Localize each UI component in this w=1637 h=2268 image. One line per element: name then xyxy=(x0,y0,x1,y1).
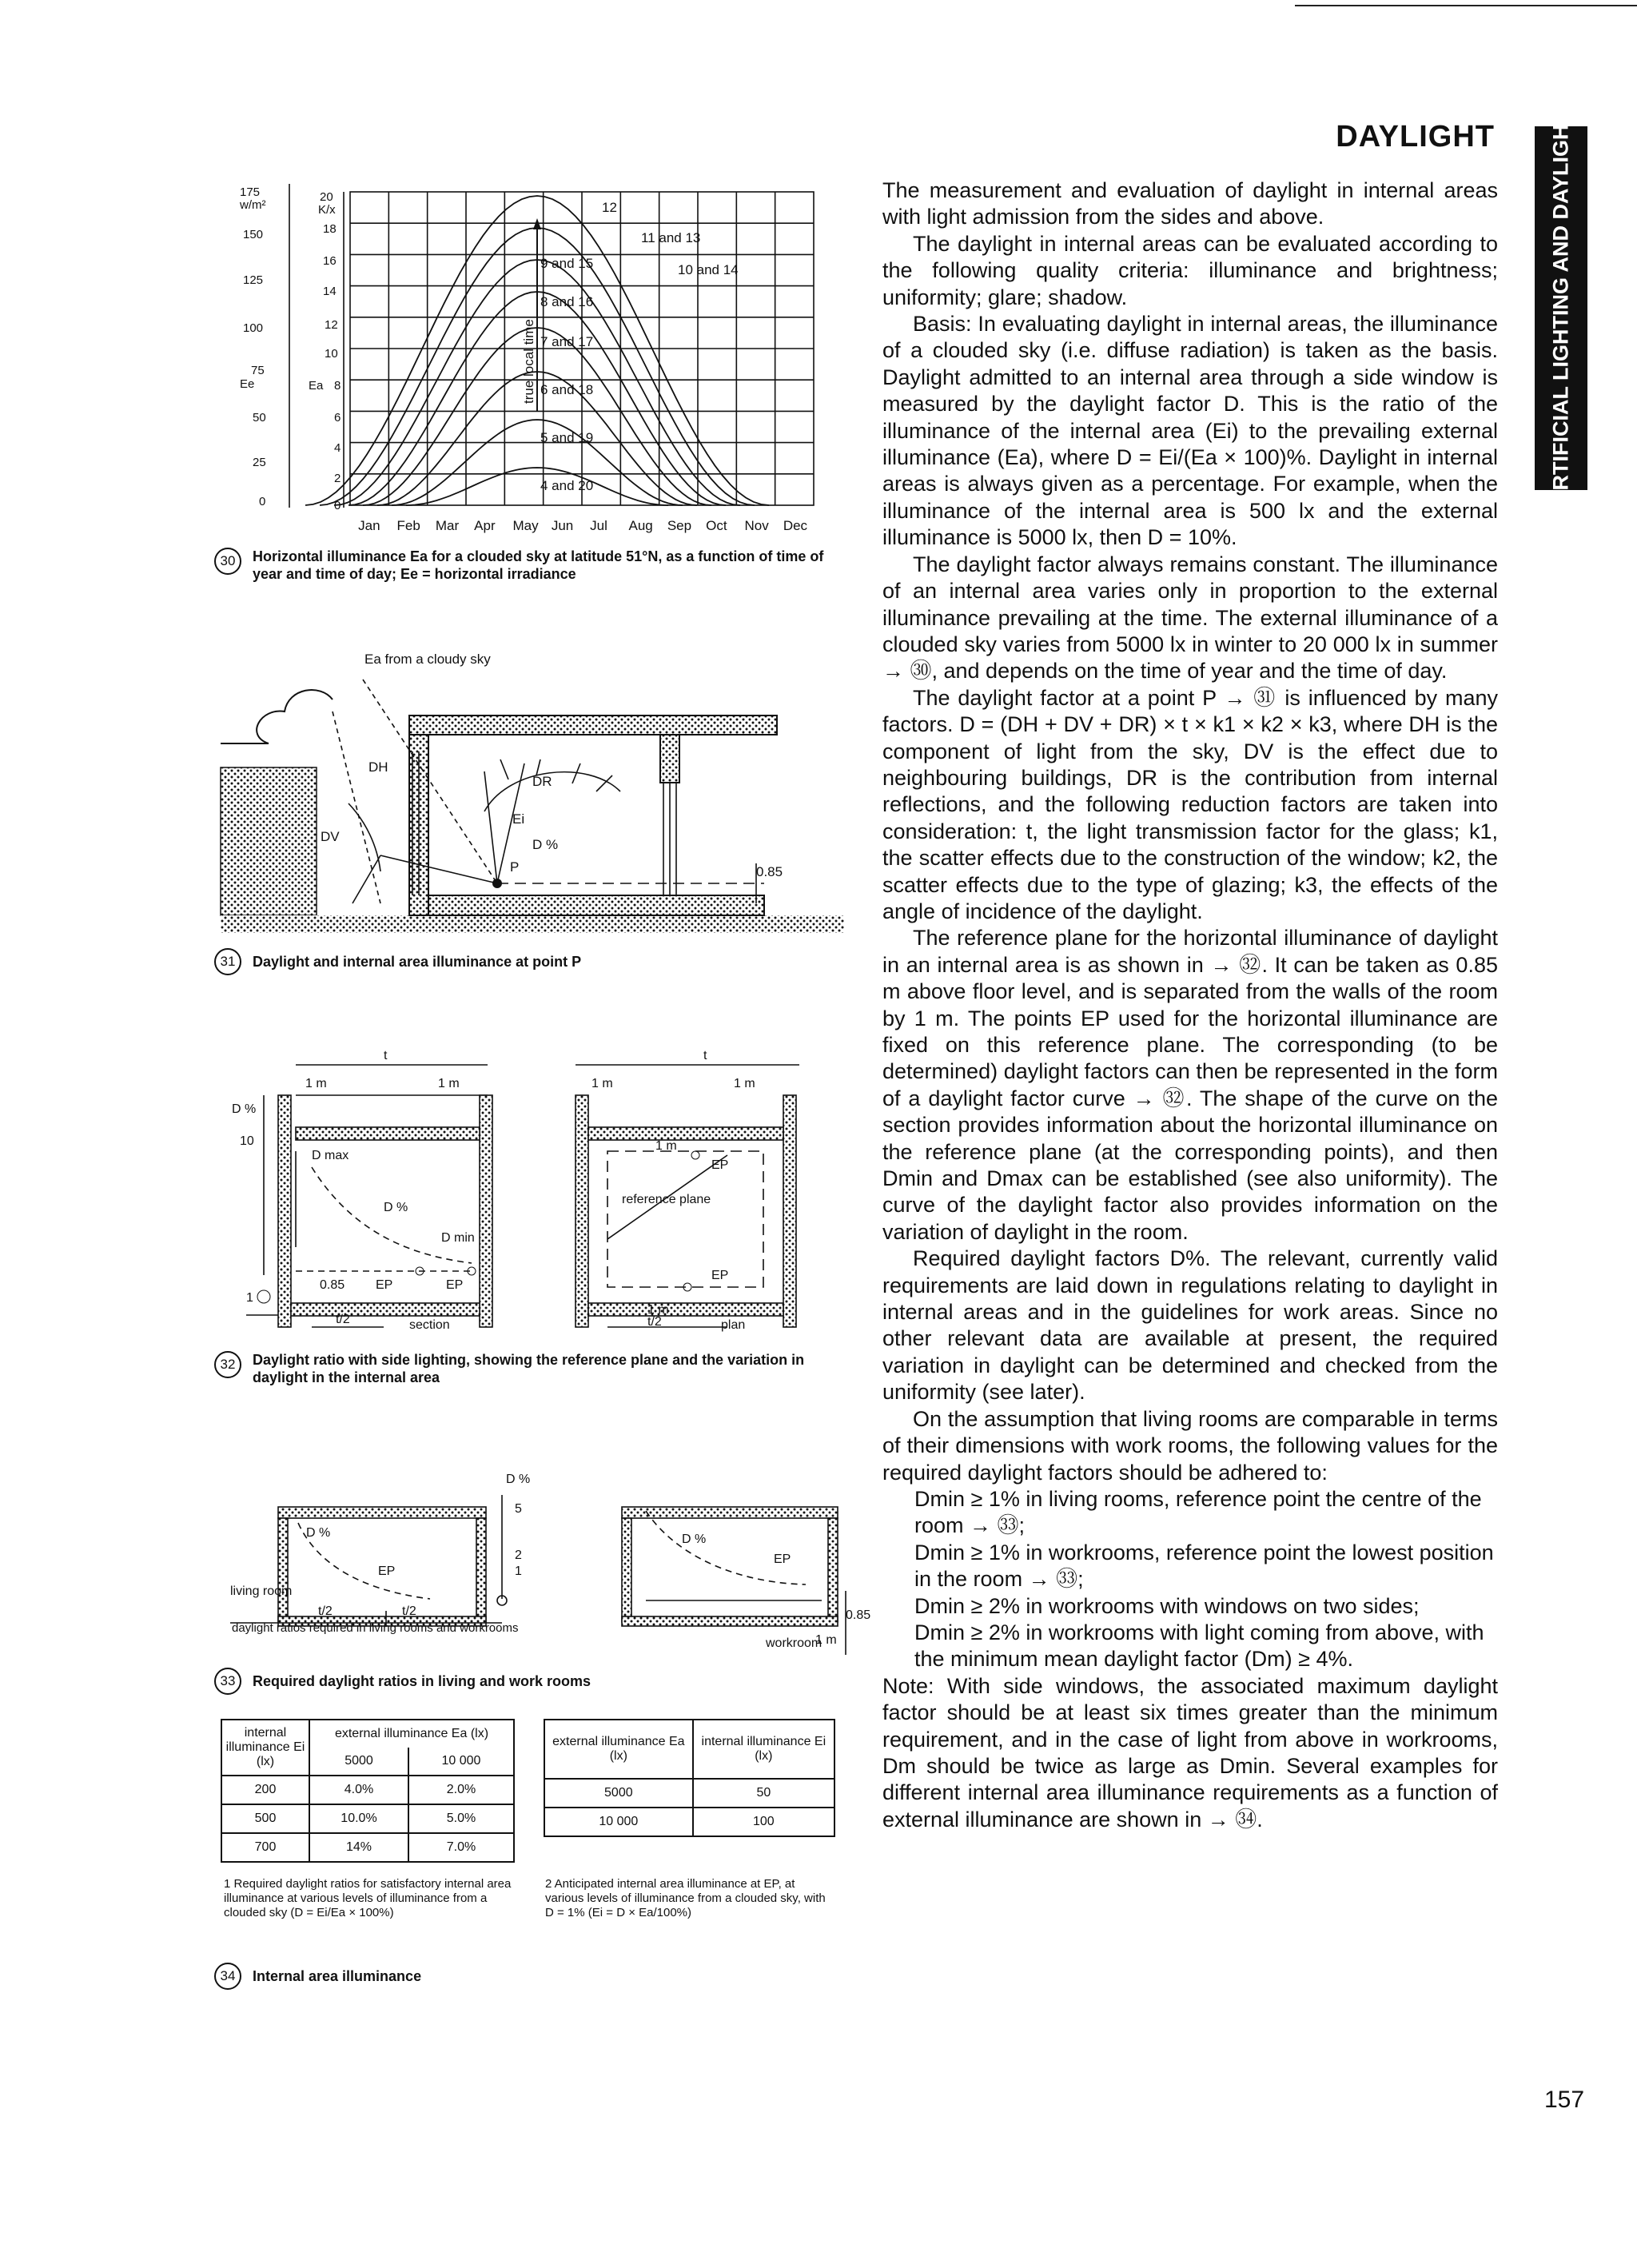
work-room-label: workroom xyxy=(766,1636,822,1650)
figure-32-caption: 32 Daylight ratio with side lighting, showing the reference plane and the variation in daylight in the internal area xyxy=(214,1351,846,1386)
footnote-2: 2 Anticipated internal area illuminance at EP, at various levels of illuminance from a clouded sky, with D = 1% (Ei = D × Ea/100%) xyxy=(545,1877,826,1919)
ea-tick: 18 xyxy=(323,222,337,236)
figure-33-diagram xyxy=(230,1463,871,1650)
scale-unit: D % xyxy=(506,1473,531,1486)
ea-tick: 6 xyxy=(334,411,341,425)
reference-plane-label: reference plane xyxy=(622,1193,711,1206)
table-header: 10 000 xyxy=(408,1748,514,1776)
plan-1m: 1 m xyxy=(734,1077,755,1090)
footnote-1: 1 Required daylight ratios for satisfactory internal area illuminance at various levels of illuminance from a clouded sky (D = Ei/Ea × 100%) xyxy=(224,1877,512,1919)
curve-label: 7 and 17 xyxy=(540,334,594,349)
section-10: 10 xyxy=(240,1134,254,1148)
living-t2: t/2 xyxy=(318,1604,333,1618)
ee-tick: 175 xyxy=(240,185,261,199)
month-label: Apr xyxy=(474,518,496,533)
figure-30-caption: 30 Horizontal illuminance Ea for a clouded sky at latitude 51°N, as a function of time of year and time of day; Ee = horizontal irradiance xyxy=(214,548,846,583)
figure-number: 33 xyxy=(214,1668,241,1695)
dmax-label: D max xyxy=(312,1149,349,1162)
work-ep: EP xyxy=(774,1553,791,1566)
d-percent-label: D % xyxy=(532,837,559,852)
ea-tick: 16 xyxy=(323,254,337,268)
section-dpct: D % xyxy=(232,1102,257,1116)
figure-32-diagram xyxy=(232,1047,847,1351)
sky-label: Ea from a cloudy sky xyxy=(364,652,491,667)
body-paragraph: Required daylight factors D%. The relevant, currently valid requirements are laid down in regulations relating to daylight in internal areas and in the guidelines for work areas. Since no other relevant data are available at present, the required variation in daylight can be determined and checked from the uniformity (see later). xyxy=(882,1246,1498,1405)
month-label: Mar xyxy=(435,518,460,533)
ee-label: Ee xyxy=(240,377,255,391)
work-1m: 1 m xyxy=(815,1633,837,1647)
point-p-label: P xyxy=(510,859,520,875)
work-dpct: D % xyxy=(682,1533,707,1546)
month-label: May xyxy=(512,518,539,533)
figure-30-chart xyxy=(232,180,847,596)
body-paragraph: The daylight in internal areas can be evaluated according to the following quality criteria: illuminance and brightness; uniformity; glare; shadow. xyxy=(882,231,1498,309)
ee-tick: 25 xyxy=(253,456,266,469)
ea-tick: 20 xyxy=(320,190,333,204)
true-local-time-label: true local time xyxy=(521,319,536,404)
scale-tick: 2 xyxy=(515,1549,522,1562)
requirement-item: Dmin ≥ 1% in living rooms, reference point the centre of the room → ㉝; xyxy=(914,1486,1482,1538)
figure-33-subcaption: daylight ratios required in living rooms and workrooms xyxy=(232,1621,519,1635)
section-ep: EP xyxy=(446,1278,464,1292)
height-label: 0.85 xyxy=(756,864,783,879)
section-label: section xyxy=(409,1318,450,1332)
curve-label: 8 and 16 xyxy=(540,294,594,309)
plan-1m: 1 m xyxy=(591,1077,613,1090)
curve-label: 4 and 20 xyxy=(540,478,594,493)
section-1m: 1 m xyxy=(305,1077,327,1090)
plan-ep: EP xyxy=(711,1158,729,1172)
scale-tick: 1 xyxy=(515,1564,522,1578)
ea-tick: 14 xyxy=(323,285,337,298)
table-header: internal illuminance Ei (lx) xyxy=(221,1720,309,1776)
requirement-item: Dmin ≥ 2% in workrooms with windows on two sides; xyxy=(914,1593,1420,1618)
table-required-ratios xyxy=(221,1719,515,1863)
ee-tick: 50 xyxy=(253,411,266,425)
curve-label: 5 and 19 xyxy=(540,430,594,445)
section-t: t xyxy=(384,1049,388,1062)
table-header: 5000 xyxy=(309,1748,408,1776)
ea-tick: 0 xyxy=(334,499,341,512)
page-number: 157 xyxy=(1544,2087,1585,2113)
living-room-label: living room xyxy=(230,1584,293,1598)
section-1m: 1 m xyxy=(438,1077,460,1090)
section-ep: EP xyxy=(376,1278,393,1292)
ee-tick: 0 xyxy=(259,495,266,508)
month-label: Sep xyxy=(667,518,692,533)
curve-label: 12 xyxy=(602,200,617,215)
section-t2: t/2 xyxy=(336,1313,350,1326)
plan-t2: t/2 xyxy=(647,1315,662,1329)
ee-tick: 150 xyxy=(243,228,264,241)
table-row: 200 4.0% 2.0% xyxy=(221,1776,514,1804)
month-label: Jul xyxy=(590,518,607,533)
plan-1m: 1 m xyxy=(655,1139,677,1153)
living-t2: t/2 xyxy=(402,1604,416,1618)
dmin-label: D min xyxy=(441,1231,475,1245)
top-rule xyxy=(1295,5,1637,6)
figure-number: 31 xyxy=(214,948,241,975)
page-title: DAYLIGHT xyxy=(1336,120,1495,153)
dr-label: DR xyxy=(532,774,552,789)
plan-label: plan xyxy=(721,1318,746,1332)
chapter-side-tab xyxy=(1535,110,1587,506)
work-085: 0.85 xyxy=(846,1608,871,1622)
body-paragraph: On the assumption that living rooms are comparable in terms of their dimensions with work rooms, the following values for the required daylight factors should be adhered to: xyxy=(882,1406,1498,1485)
month-label: Dec xyxy=(783,518,808,533)
figure-number: 34 xyxy=(214,1963,241,1990)
month-label: Feb xyxy=(396,518,420,533)
scale-tick: 5 xyxy=(515,1502,522,1516)
ei-label: Ei xyxy=(512,811,525,827)
figure-31-diagram xyxy=(221,632,852,935)
body-paragraph: Basis: In evaluating daylight in internal areas, the illuminance of a clouded sky (i.e. diffuse radiation) is taken as the basis. Daylight admitted to an internal area through a side window is measured by the daylight factor D. This is the ratio of the illuminance of the internal area (Ei) to the prevailing external illuminance (Ea), where D = Ei/(Ea × 100)%. Daylight in internal areas is always given as a percentage. For example, when the illuminance of the internal area is 500 lx and the external illuminance is 5000 lx, then D = 10%. xyxy=(882,312,1498,550)
table-header: internal illuminance Ei (lx) xyxy=(693,1720,834,1779)
curve-label: 10 and 14 xyxy=(678,262,739,277)
section-085: 0.85 xyxy=(320,1278,345,1292)
table-row: 5000 50 xyxy=(544,1779,834,1808)
ee-tick: 100 xyxy=(243,321,264,335)
month-label: Jun xyxy=(551,518,574,533)
requirement-item: Dmin ≥ 2% in workrooms with light coming from above, with the minimum mean daylight factor (Dm) ≥ 4%. xyxy=(914,1620,1484,1672)
section-dpct-curve: D % xyxy=(384,1201,408,1214)
body-text xyxy=(882,177,1498,1833)
note-paragraph: Note: With side windows, the associated maximum daylight factor should be at least six times greater than the minimum requirement, and in the case of light from above in workrooms, Dm should be twice as large as Dmin. Several examples for different internal area illuminance requirements as a function of external illuminance are shown in → ㉞. xyxy=(882,1673,1498,1832)
figure-33-caption: 33 Required daylight ratios in living and work rooms xyxy=(214,1668,846,1695)
month-label: Aug xyxy=(628,518,653,533)
living-ep: EP xyxy=(378,1564,396,1578)
ee-tick: 125 xyxy=(243,273,264,287)
requirement-item: Dmin ≥ 1% in workrooms, reference point the lowest position in the room → ㉝; xyxy=(914,1540,1494,1592)
plan-t: t xyxy=(703,1049,707,1062)
section-1: 1 xyxy=(246,1291,253,1305)
month-label: Oct xyxy=(706,518,727,533)
ea-tick: 10 xyxy=(325,347,338,361)
figure-number: 32 xyxy=(214,1351,241,1378)
plan-1m: 1 m xyxy=(647,1303,669,1317)
curve-label: 11 and 13 xyxy=(641,230,701,245)
ee-tick: 75 xyxy=(251,364,265,377)
table-row: 700 14% 7.0% xyxy=(221,1833,514,1862)
month-label: Jan xyxy=(358,518,380,533)
body-paragraph: The daylight factor at a point P → ㉛ is influenced by many factors. D = (DH + DV + DR) × t × k1 × k2 × k3, where DH is the component of light from the sky, DV is the effect due to neighbouring buildings, DR is the contribution from internal reflections, and the following reduction factors are taken into consideration: t, the light transmission factor for the glass; k1, the scatter effects due to the construction of the window; k2, the scatter effects due to the type of glazing; k3, the effects of the angle of incidence of the daylight. xyxy=(882,685,1498,923)
curve-label: 9 and 15 xyxy=(540,256,594,271)
body-paragraph: The measurement and evaluation of daylight in internal areas with light admission from the sides and above. xyxy=(882,178,1498,229)
ea-tick: 4 xyxy=(334,441,341,455)
ea-label: Ea xyxy=(309,379,324,393)
ea-unit: K/x xyxy=(318,203,336,217)
living-dpct: D % xyxy=(306,1526,331,1540)
body-paragraph: The reference plane for the horizontal illuminance of daylight in an internal area is as shown in → ㉜. It can be taken as 0.85 m above floor level, and is separated from the walls of the room by 1 m. The points EP used for the horizontal illuminance are fixed on this reference plane. The corresponding (to be determined) daylight factors can then be represented in the form of a daylight factor curve → ㉜. The shape of the curve on the section provides information about the horizontal illuminance on the reference plane (at the corresponding points), and then Dmin and Dmax can be established (see also uniformity). The curve of the daylight factor also provides information on the variation of daylight in the room. xyxy=(882,926,1498,1244)
curve-label: 6 and 18 xyxy=(540,382,594,397)
ea-tick: 2 xyxy=(334,472,341,485)
figure-31-caption: 31 Daylight and internal area illuminance at point P xyxy=(214,948,846,975)
figure-number: 30 xyxy=(214,548,241,575)
month-label: Nov xyxy=(744,518,769,533)
table-row: 500 10.0% 5.0% xyxy=(221,1804,514,1833)
plan-ep: EP xyxy=(711,1269,729,1282)
ee-unit: w/m² xyxy=(240,198,266,212)
table-header: external illuminance Ea (lx) xyxy=(544,1720,693,1779)
body-paragraph: The daylight factor always remains constant. The illuminance of an internal area varies only in proportion to the external illuminance prevailing at the time. The external illuminance of a clouded sky varies from 5000 lx in winter to 20 000 lx in summer → ㉚, and depends on the time of year and the time of day. xyxy=(882,552,1498,684)
ea-tick: 8 xyxy=(334,379,341,393)
chapter-side-tab-label: ARTIFICIAL LIGHTING AND DAYLIGHT xyxy=(1548,110,1573,506)
dv-label: DV xyxy=(321,829,340,844)
table-anticipated-illuminance xyxy=(544,1719,835,1837)
table-row: 10 000 100 xyxy=(544,1808,834,1836)
table-header: external illuminance Ea (lx) xyxy=(309,1720,514,1748)
ea-tick: 12 xyxy=(325,318,338,332)
dh-label: DH xyxy=(368,759,388,775)
figure-34-caption: 34 Internal area illuminance xyxy=(214,1963,846,1990)
